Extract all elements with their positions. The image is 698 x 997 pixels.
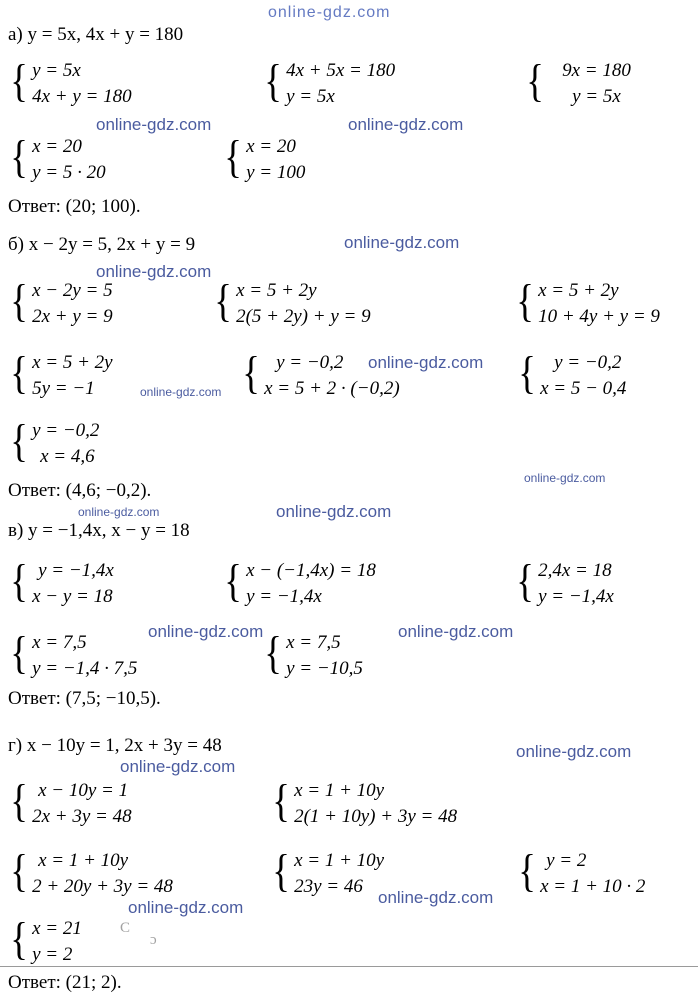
equation: x = 21 (32, 918, 82, 939)
watermark: online-gdz.com (348, 115, 464, 134)
equation: 2(5 + 2y) + y = 9 (236, 305, 371, 327)
equation: y = −1,4x (38, 560, 114, 581)
answer-value: (7,5; −10,5). (65, 688, 161, 709)
equation: y = −1,4x (246, 585, 322, 607)
scribble-mark: C (120, 920, 131, 936)
system-g-1 (8, 775, 132, 829)
system-b-2 (212, 275, 371, 329)
system-a-5 (222, 131, 306, 185)
equation: y = 2 (32, 943, 73, 965)
equation: y = −1,4x (538, 585, 614, 607)
watermark: online-gdz.com (368, 353, 484, 372)
equation: x = 1 + 10y (294, 850, 385, 871)
watermark: online-gdz.com (516, 742, 632, 761)
brace-icon: { (264, 55, 282, 107)
equation: x = 1 + 10y (294, 780, 385, 801)
equation: x = 20 (32, 136, 82, 157)
brace-icon: { (272, 845, 290, 897)
problem-heading-g: г) x − 10y = 1, 2x + 3y = 48 (8, 735, 222, 756)
answer-label: Ответ: (8, 688, 61, 709)
system-a-3 (524, 55, 631, 109)
brace-icon: { (272, 775, 290, 827)
equation: x − 10y = 1 (38, 780, 129, 801)
answer-b (8, 480, 151, 502)
brace-icon: { (10, 627, 28, 679)
system-b-3 (514, 275, 660, 329)
equation: y = −10,5 (286, 657, 363, 679)
equation: 9x = 180 (562, 60, 631, 81)
brace-icon: { (10, 131, 28, 183)
system-v-2 (222, 555, 376, 609)
scribble-mark: ɔ (150, 932, 157, 948)
watermark: online-gdz.com (398, 622, 514, 641)
equation: x = 20 (246, 136, 296, 157)
brace-icon: { (518, 845, 536, 897)
brace-icon: { (10, 845, 28, 897)
equation: x = 7,5 (32, 632, 87, 653)
equation: 2,4x = 18 (538, 560, 612, 581)
brace-icon: { (526, 55, 544, 107)
equation: y = −0,2 (32, 420, 100, 441)
equation: x = 7,5 (286, 632, 341, 653)
system-v-1 (8, 555, 114, 609)
answer-a (8, 196, 141, 218)
equation: 4x + y = 180 (32, 85, 132, 107)
answer-g (8, 972, 122, 994)
equation: x = 5 − 0,4 (540, 377, 627, 399)
brace-icon: { (264, 627, 282, 679)
answer-value: (21; 2). (65, 972, 122, 993)
brace-icon: { (10, 415, 28, 467)
brace-icon: { (10, 775, 28, 827)
brace-icon: { (516, 555, 534, 607)
problem-heading-b: б) x − 2y = 5, 2x + y = 9 (8, 234, 196, 255)
answer-v (8, 688, 161, 710)
brace-icon: { (224, 555, 242, 607)
brace-icon: { (516, 275, 534, 327)
equation: y = 5 · 20 (32, 161, 106, 183)
system-g-3 (8, 845, 173, 899)
answer-value: (4,6; −0,2). (65, 480, 152, 501)
watermark: online-gdz.com (128, 898, 244, 917)
equation: x = 4,6 (40, 445, 95, 467)
equation: 2 + 20y + 3y = 48 (32, 875, 173, 897)
system-b-1 (8, 275, 113, 329)
watermark: online-gdz.com (96, 115, 212, 134)
equation: 5y = −1 (32, 377, 95, 399)
page-divider (0, 966, 698, 967)
brace-icon: { (10, 913, 28, 965)
equation: 10 + 4y + y = 9 (538, 305, 660, 327)
watermark: online-gdz.com (96, 262, 212, 281)
system-v-5 (262, 627, 363, 681)
answer-value: (20; 100). (65, 196, 141, 217)
watermark: online-gdz.com (148, 622, 264, 641)
system-g-5 (516, 845, 646, 899)
system-a-1 (8, 55, 132, 109)
problem-heading-v: в) y = −1,4x, x − y = 18 (8, 520, 190, 541)
system-b-5 (240, 347, 400, 401)
equation: 23y = 46 (294, 875, 363, 897)
answer-label: Ответ: (8, 196, 61, 217)
answer-label: Ответ: (8, 972, 61, 993)
equation: x = 1 + 10 · 2 (540, 875, 646, 897)
equation: y = 2 (546, 850, 587, 871)
equation: x − 2y = 5 (32, 280, 113, 301)
equation: x − (−1,4x) = 18 (246, 560, 376, 581)
equation: y = −0,2 (554, 352, 622, 373)
equation: y = −0,2 (276, 352, 344, 373)
watermark: online-gdz.com (378, 888, 494, 907)
equation: 2x + y = 9 (32, 305, 113, 327)
problem-heading-a: а) y = 5x, 4x + y = 180 (8, 24, 184, 45)
equation: x = 5 + 2y (236, 280, 317, 301)
watermark: online-gdz.com (524, 471, 606, 485)
equation: x = 1 + 10y (38, 850, 129, 871)
brace-icon: { (224, 131, 242, 183)
system-b-4 (8, 347, 113, 401)
equation: y = 5x (32, 60, 81, 81)
system-b-7 (8, 415, 100, 469)
system-g-2 (270, 775, 458, 829)
system-g-6 (8, 913, 82, 967)
system-a-2 (262, 55, 396, 109)
watermark: online-gdz.com (140, 385, 222, 399)
brace-icon: { (10, 55, 28, 107)
system-g-4 (270, 845, 385, 899)
brace-icon: { (10, 347, 28, 399)
brace-icon: { (214, 275, 232, 327)
watermark: online-gdz.com (276, 502, 392, 521)
brace-icon: { (242, 347, 260, 399)
watermark: online-gdz.com (78, 505, 160, 519)
equation: 2(1 + 10y) + 3y = 48 (294, 805, 458, 827)
equation: 4x + 5x = 180 (286, 60, 396, 81)
equation: y = 100 (246, 161, 306, 183)
equation: y = 5x (572, 85, 621, 107)
brace-icon: { (518, 347, 536, 399)
watermark-top: online-gdz.com (268, 4, 391, 21)
equation: x − y = 18 (32, 585, 113, 607)
equation: y = 5x (286, 85, 335, 107)
equation: x = 5 + 2 · (−0,2) (264, 377, 400, 399)
system-v-4 (8, 627, 138, 681)
brace-icon: { (10, 555, 28, 607)
watermark: online-gdz.com (344, 233, 460, 252)
system-b-6 (516, 347, 627, 401)
answer-label: Ответ: (8, 480, 61, 501)
system-v-3 (514, 555, 614, 609)
system-a-4 (8, 131, 106, 185)
equation: y = −1,4 · 7,5 (32, 657, 138, 679)
equation: x = 5 + 2y (538, 280, 619, 301)
equation: 2x + 3y = 48 (32, 805, 132, 827)
watermark: online-gdz.com (120, 757, 236, 776)
brace-icon: { (10, 275, 28, 327)
equation: x = 5 + 2y (32, 352, 113, 373)
